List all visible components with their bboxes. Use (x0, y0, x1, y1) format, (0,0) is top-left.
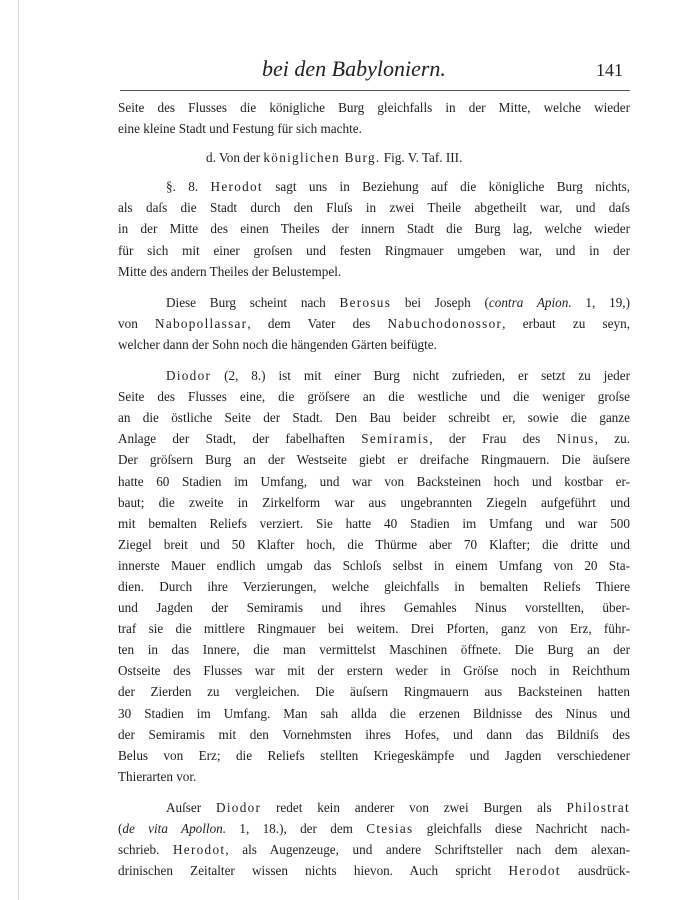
author-name: Herodot (508, 863, 561, 879)
text-line: Seite des Flusses die königliche Burg gleichfalls in der Mitte, welche wieder (118, 100, 630, 115)
text-line: drinischen Zeitalter wissen nichts hievon. Auch spricht Herodot ausdrück- (118, 863, 630, 879)
author-name: Herodot (210, 179, 263, 195)
page-number: 141 (596, 60, 623, 80)
text-line: mit bemalten Reliefs verziert. Sie hatte 40 Stadien im Umfang und war 500 (118, 515, 630, 531)
text-line: schrieb. Herodot, als Augenzeuge, und andere Schriftsteller nach dem alexan- (118, 842, 630, 858)
text-line: als daſs die Stadt durch den Fluſs in zwei Theile abgetheilt war, und daſs (118, 200, 630, 216)
section-number: §. 8. (166, 179, 199, 195)
text-line: der Zierden zu vergleichen. Die äuſsern Ringmauern aus Backsteinen hatten (118, 684, 630, 700)
text-line: 30 Stadien im Umfang. Man sah allda die erzenen Bildnisse des Ninus und (118, 705, 630, 721)
text-line: eine kleine Stadt und Festung für sich machte. (118, 121, 362, 137)
person-name: Nabuchodonossor (387, 315, 503, 331)
text-line: und Jagden der Semiramis und ihres Gemahles Ninus vorstellten, über- (118, 600, 630, 616)
author-name: Herodot (172, 842, 226, 858)
text-line: für sich mit einer groſsen und festen Ringmauer umgeben war, und in der (118, 242, 630, 258)
author-name: Berosus (339, 294, 392, 310)
text-line: Diese Burg scheint nach Berosus bei Joseph (contra Apion. 1, 19,) (166, 294, 630, 310)
author-name: Philostrat (566, 799, 630, 815)
text-line: welcher dann der Sohn noch die hängenden Gärten beifügte. (118, 336, 437, 352)
text-line: traf sie die mittlere Ringmauer bei weitem. Drei Pforten, ganz von Erz, führ- (118, 621, 630, 637)
text-line: Seite des Flusses eine, die gröſsere an die westliche und die weniger groſse (118, 389, 630, 405)
text-line: Thierarten vor. (118, 768, 197, 784)
text-line: Der gröſsern Burg an der Westseite giebt er dreifache Ringmauern. Die äuſsere (118, 452, 630, 468)
author-name: Diodor (216, 799, 262, 815)
text-line: Auſser Diodor redet kein anderer von zwei Burgen als Philostrat (166, 799, 630, 815)
text-line: in der Mitte des einen Theiles der innern Stadt die Burg lag, welche wieder (118, 221, 630, 237)
text-line: innerste Mauer endlich umgab das Schloſs selbst in einem Umfang von 20 Sta- (118, 557, 630, 573)
author-name: Ctesias (366, 821, 414, 836)
text-line: hatte 60 Stadien im Umfang, und war von Backsteinen hoch und kostbar er- (118, 473, 630, 489)
text-line: (de vita Apollon. 1, 18.), der dem Ctesias gleichfalls diese Nachricht nach- (118, 821, 630, 836)
header-rule (120, 90, 630, 91)
text-line: von Nabopollassar, dem Vater des Nabuchodonossor, erbaut zu seyn, (118, 315, 631, 331)
section-heading: d. Von der königlichen Burg. Fig. V. Taf. III. (206, 150, 463, 166)
text-line: Anlage der Stadt, der fabelhaften Semiramis, der Frau des Ninus, zu. (118, 431, 630, 447)
text-line: der Semiramis mit den Vornehmsten ihres Hofes, und dann das Bildniſs des (118, 726, 630, 742)
author-name: Diodor (166, 368, 212, 384)
person-name: Semiramis (361, 431, 430, 447)
running-head (0, 56, 690, 90)
text-line: an die östliche Seite der Stadt. Den Bau beider schreibt er, sowie die ganze (118, 410, 630, 426)
page-edge-line (18, 0, 19, 900)
text-line: dien. Durch ihre Verzierungen, welche gleichfalls in bemalten Reliefs Thiere (118, 578, 630, 594)
text-line: Mitte des andern Theiles der Belustempel. (118, 263, 342, 279)
text-line: Ziegel breit und 50 Klafter hoch, die Thürme aber 70 Klafter; die dritte und (118, 536, 630, 552)
text-line: ten in das Innere, die man vermittelst Maschinen öffnete. Die Burg an der (118, 642, 630, 658)
person-name: Ninus (556, 431, 595, 447)
section-letter: d. (206, 150, 216, 166)
text-line: Diodor (2, 8.) ist mit einer Burg nicht zufrieden, er setzt zu jeder (166, 368, 630, 384)
text-line: Belus von Erz; die Reliefs stellten Kriegeskämpfe und Jagden verschiedener (118, 747, 630, 763)
section-heading-emphasis: königlichen Burg. (263, 150, 381, 166)
text-line: baut; die zweite in Zirkelform war aus ungebrannten Ziegeln aufgeführt und (118, 494, 630, 510)
body-text (118, 97, 630, 881)
text-line: §. 8. Herodot sagt uns in Beziehung auf die königliche Burg nichts, (166, 179, 630, 195)
citation-title: de vita Apollon. (122, 821, 227, 836)
person-name: Nabopollassar (155, 315, 248, 331)
running-title: bei den Babyloniern. (262, 56, 446, 81)
citation-title: contra Apion. (488, 294, 572, 310)
text-line: Ostseite des Flusses war mit der erstern weder in Gröſse noch in Reichthum (118, 663, 630, 679)
